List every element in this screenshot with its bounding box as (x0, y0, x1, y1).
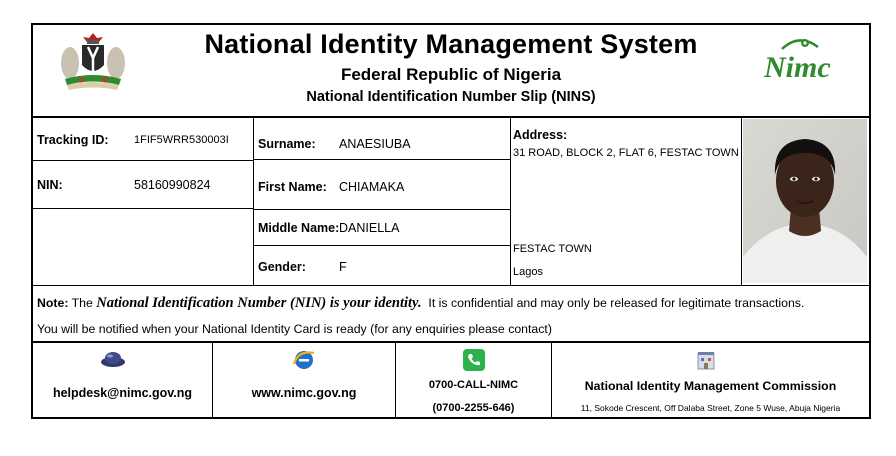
surname-value: ANAESIUBA (339, 137, 411, 151)
note-section (33, 285, 869, 343)
nin-slip (31, 23, 871, 419)
first-name-cell (254, 160, 511, 210)
nin-cell (33, 161, 254, 209)
footer-email-cell (33, 343, 213, 419)
slip-name: National Identification Number Slip (NINS) (306, 89, 596, 105)
country-subtitle: Federal Republic of Nigeria (340, 65, 562, 84)
first-name-value: CHIAMAKA (339, 180, 405, 194)
note-emphasis: National Identification Number (NIN) is your identity. (96, 295, 422, 311)
address-cell (511, 116, 742, 285)
office-building-icon (695, 350, 717, 370)
tracking-id-value: 1FIF5WRR530003I (134, 134, 229, 146)
phone-number-digits: (0700-2255-646) (432, 402, 515, 414)
logo-text: Nimc (764, 51, 831, 84)
middle-name-value: DANIELLA (339, 221, 400, 235)
nin-value: 58160990824 (134, 178, 211, 192)
organization-address: 11, Sokode Crescent, Off Dalaba Street, Zone 5 Wuse, Abuja Nigeria (580, 403, 841, 413)
website-link[interactable]: www.nimc.gov.ng (251, 386, 357, 400)
note-the: The (71, 296, 93, 310)
phone-icon (462, 348, 486, 372)
footer-phone-cell (396, 343, 552, 419)
helpdesk-email[interactable]: helpdesk@nimc.gov.ng (52, 386, 193, 400)
tracking-id-cell (33, 116, 254, 161)
footer-web-cell (213, 343, 396, 419)
blank-cell (33, 209, 254, 285)
note-line-2: You will be notified when your National Identity Card is ready (for any enquiries please contact) (37, 322, 552, 336)
surname-label: Surname: (258, 137, 316, 151)
internet-explorer-icon (292, 348, 316, 372)
note-rest: It is confidential and may only be released for legitimate transactions. (428, 296, 805, 310)
page-title: National Identity Management System (204, 29, 698, 59)
address-town: FESTAC TOWN (513, 243, 592, 255)
middle-name-label: Middle Name: (258, 221, 340, 235)
note-prefix: Note: (37, 296, 69, 310)
tracking-id-label: Tracking ID: (37, 133, 109, 147)
gender-value: F (339, 260, 347, 274)
email-icon (100, 350, 126, 368)
gender-label: Gender: (258, 260, 306, 274)
note-line-1 (37, 295, 804, 312)
phone-number-name: 0700-CALL-NIMC (428, 379, 519, 391)
holder-photo (743, 119, 867, 283)
address-label: Address: (513, 128, 568, 142)
gender-cell (254, 246, 511, 285)
address-line1: 31 ROAD, BLOCK 2, FLAT 6, FESTAC TOWN (513, 147, 739, 159)
nin-label: NIN: (37, 178, 63, 192)
slip-header (33, 25, 869, 118)
organization-name: National Identity Management Commission (584, 379, 837, 393)
first-name-label: First Name: (258, 180, 327, 194)
address-state: Lagos (513, 266, 543, 278)
surname-cell (254, 116, 511, 160)
middle-name-cell (254, 210, 511, 246)
nimc-logo (760, 35, 838, 91)
footer-org-cell (552, 343, 869, 419)
